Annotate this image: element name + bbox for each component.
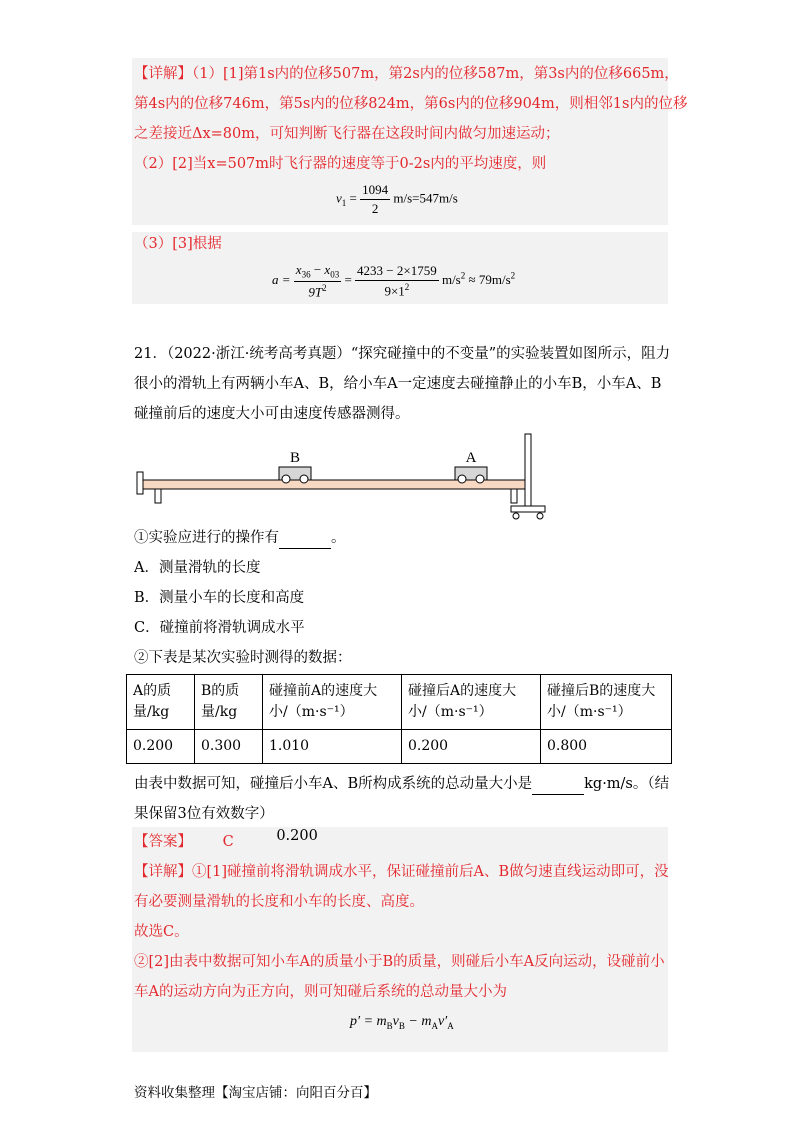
- eq2-9t: 9T: [308, 283, 323, 299]
- answer-value-2: 0.200: [276, 828, 318, 844]
- option-a: A．测量滑轨的长度: [134, 560, 261, 576]
- eq3-sub-3: A: [431, 1020, 438, 1031]
- eq1-numerator: 1094: [360, 182, 390, 200]
- eq1-equals: =: [349, 190, 357, 206]
- answer-line: [134, 828, 318, 852]
- after-table-line-2: 果保留3位有效数字）: [134, 806, 274, 822]
- detail-line-3: 故选C。: [134, 924, 189, 940]
- eq3-lhs: p′ = m: [350, 1014, 387, 1029]
- solution-line-1: 【详解】（1）[1]第1s内的位移507m，第2s内的位移587m，第3s内的位移665m，: [134, 66, 679, 82]
- solution-line-4: （2）[2]当x=507m时飞行器的速度等于0-2s内的平均速度，则: [134, 156, 547, 172]
- eq2-minus: −: [313, 262, 322, 277]
- eq2-den2-sup: 2: [404, 281, 410, 292]
- eq3-v-b: v: [392, 1014, 399, 1029]
- stand-foot-left: [513, 513, 519, 519]
- after-table-text: 由表中数据可知，碰撞后小车A、B所构成系统的总动量大小是: [134, 776, 533, 792]
- table-header-cell: 碰撞前A的速度大 小/（m·s⁻¹）: [263, 675, 402, 730]
- eq2-approx-sup: 2: [510, 270, 516, 281]
- eq1-fraction: [360, 182, 390, 217]
- table-cell: 0.200: [127, 730, 195, 764]
- table-header-cell: 碰撞后A的速度大 小/（m·s⁻¹）: [402, 675, 541, 730]
- cart-a-label: A: [465, 450, 477, 466]
- table-cell: 0.800: [541, 730, 672, 764]
- after-table-line-1: [134, 774, 669, 795]
- eq1-lhs: v: [336, 190, 342, 206]
- left-end-stop: [137, 472, 143, 494]
- sensor-stand: [525, 434, 531, 506]
- table-cell: 1.010: [263, 730, 402, 764]
- eq2-unit: $m/s^2$: [441, 270, 466, 287]
- detail-line-5: 车A的运动方向为正方向，则可知碰后系统的总动量大小为: [134, 984, 507, 1000]
- eq2-denominator-1: [294, 282, 341, 300]
- solution-line-5: （3）[3]根据: [134, 236, 222, 252]
- eq2-fraction-2: [355, 263, 439, 299]
- eq3-sub-4: A: [447, 1020, 454, 1031]
- eq2-x36-sub: 36: [301, 269, 311, 280]
- option-c: C．碰撞前将滑轨调成水平: [134, 620, 305, 636]
- data-table: [126, 674, 672, 764]
- eq2-unit-sup: 2: [460, 270, 466, 281]
- solution-line-3: 之差接近Δx=80m，可知判断飞行器在这段时间内做匀加速运动；: [134, 126, 560, 142]
- cart-a-wheel-right: [476, 475, 484, 483]
- page-footer: 资料收集整理【淘宝店铺：向阳百分百】: [134, 1085, 377, 1101]
- cart-a-wheel-left: [458, 475, 466, 483]
- cart-b-wheel-left: [282, 475, 290, 483]
- eq3-minus-m: − m: [404, 1014, 432, 1029]
- eq2-den2-base: 9×1: [384, 283, 405, 299]
- sensor-stand-base: [511, 506, 545, 512]
- table-header-cell: A的质 量/kg: [127, 675, 195, 730]
- eq3-v-prime: v′: [437, 1014, 448, 1029]
- slide-track: [143, 480, 529, 489]
- table-row: [127, 730, 672, 764]
- table-header-cell: B的质 量/kg: [195, 675, 263, 730]
- equation-v1: [336, 182, 458, 217]
- eq2-fraction-1: [294, 262, 341, 300]
- eq2-numerator-1: [294, 262, 341, 282]
- detail-line-2: 有必要测量滑轨的长度和小车的长度、高度。: [134, 894, 424, 910]
- question-21-line-3: 碰撞前后的速度大小可由速度传感器测得。: [134, 406, 410, 422]
- eq2-lhs: a =: [272, 271, 291, 287]
- question-21-line-1: 21．（2022·浙江·统考高考真题）“探究碰撞中的不变量”的实验装置如图所示，阻力: [134, 346, 671, 362]
- eq3-sub-2: B: [398, 1020, 405, 1031]
- sub-question-2: ②下表是某次实验时测得的数据：: [134, 650, 352, 666]
- eq2-equals: =: [344, 271, 352, 287]
- cart-b-label: B: [289, 450, 301, 466]
- equation-a: [272, 262, 515, 300]
- cart-b-wheel-right: [300, 475, 308, 483]
- track-leg-right: [511, 489, 517, 503]
- sub-question-1: [134, 528, 346, 549]
- apparatus-figure: [133, 432, 553, 522]
- eq1-rhs: m/s=547m/s: [393, 190, 458, 206]
- sub-question-1-text: ①实验应进行的操作有: [134, 530, 279, 546]
- option-b: B．测量小车的长度和高度: [134, 590, 305, 606]
- eq2-9t-sup: 2: [322, 282, 327, 293]
- eq2-denominator-2: [355, 281, 439, 299]
- eq1-denominator: 2: [371, 201, 379, 216]
- eq2-numerator-2: 4233 − 2×1759: [355, 263, 439, 281]
- answer-blank-1: [279, 528, 331, 549]
- question-21-line-2: 很小的滑轨上有两辆小车A、B，给小车A一定速度去碰撞静止的小车B，小车A、B: [134, 376, 662, 392]
- eq3-sub-1: B: [386, 1020, 393, 1031]
- table-header-cell: 碰撞后B的速度大 小/（m·s⁻¹）: [541, 675, 672, 730]
- equation-p: [350, 1014, 454, 1031]
- table-cell: 0.200: [402, 730, 541, 764]
- eq2-approx: ≈ $79m/s^2$: [468, 270, 516, 287]
- table-cell: 0.300: [195, 730, 263, 764]
- table-header-row: [127, 675, 672, 730]
- detail-line-4: ②[2]由表中数据可知小车A的质量小于B的质量，则碰后小车A反向运动，设碰前小: [134, 954, 665, 970]
- sub-question-1-end: 。: [331, 530, 346, 546]
- track-leg-left: [155, 489, 161, 503]
- eq1-lhs-sub: 1: [341, 198, 347, 209]
- stand-foot-right: [537, 513, 543, 519]
- answer-label: 【答案】: [134, 834, 192, 850]
- after-table-end: kg·m/s。（结: [584, 776, 670, 792]
- eq2-x03-sub: 03: [330, 269, 340, 280]
- eq2-x03: x: [324, 262, 331, 277]
- eq2-x36: x: [295, 262, 302, 277]
- detail-line-1: 【详解】①[1]碰撞前将滑轨调成水平，保证碰撞前后A、B做匀速直线运动即可，没: [134, 864, 669, 880]
- answer-value-1: C: [222, 834, 234, 850]
- solution-line-2: 第4s内的位移746m，第5s内的位移824m，第6s内的位移904m，则相邻1s内的位移: [134, 96, 688, 112]
- answer-blank-2: [532, 774, 584, 795]
